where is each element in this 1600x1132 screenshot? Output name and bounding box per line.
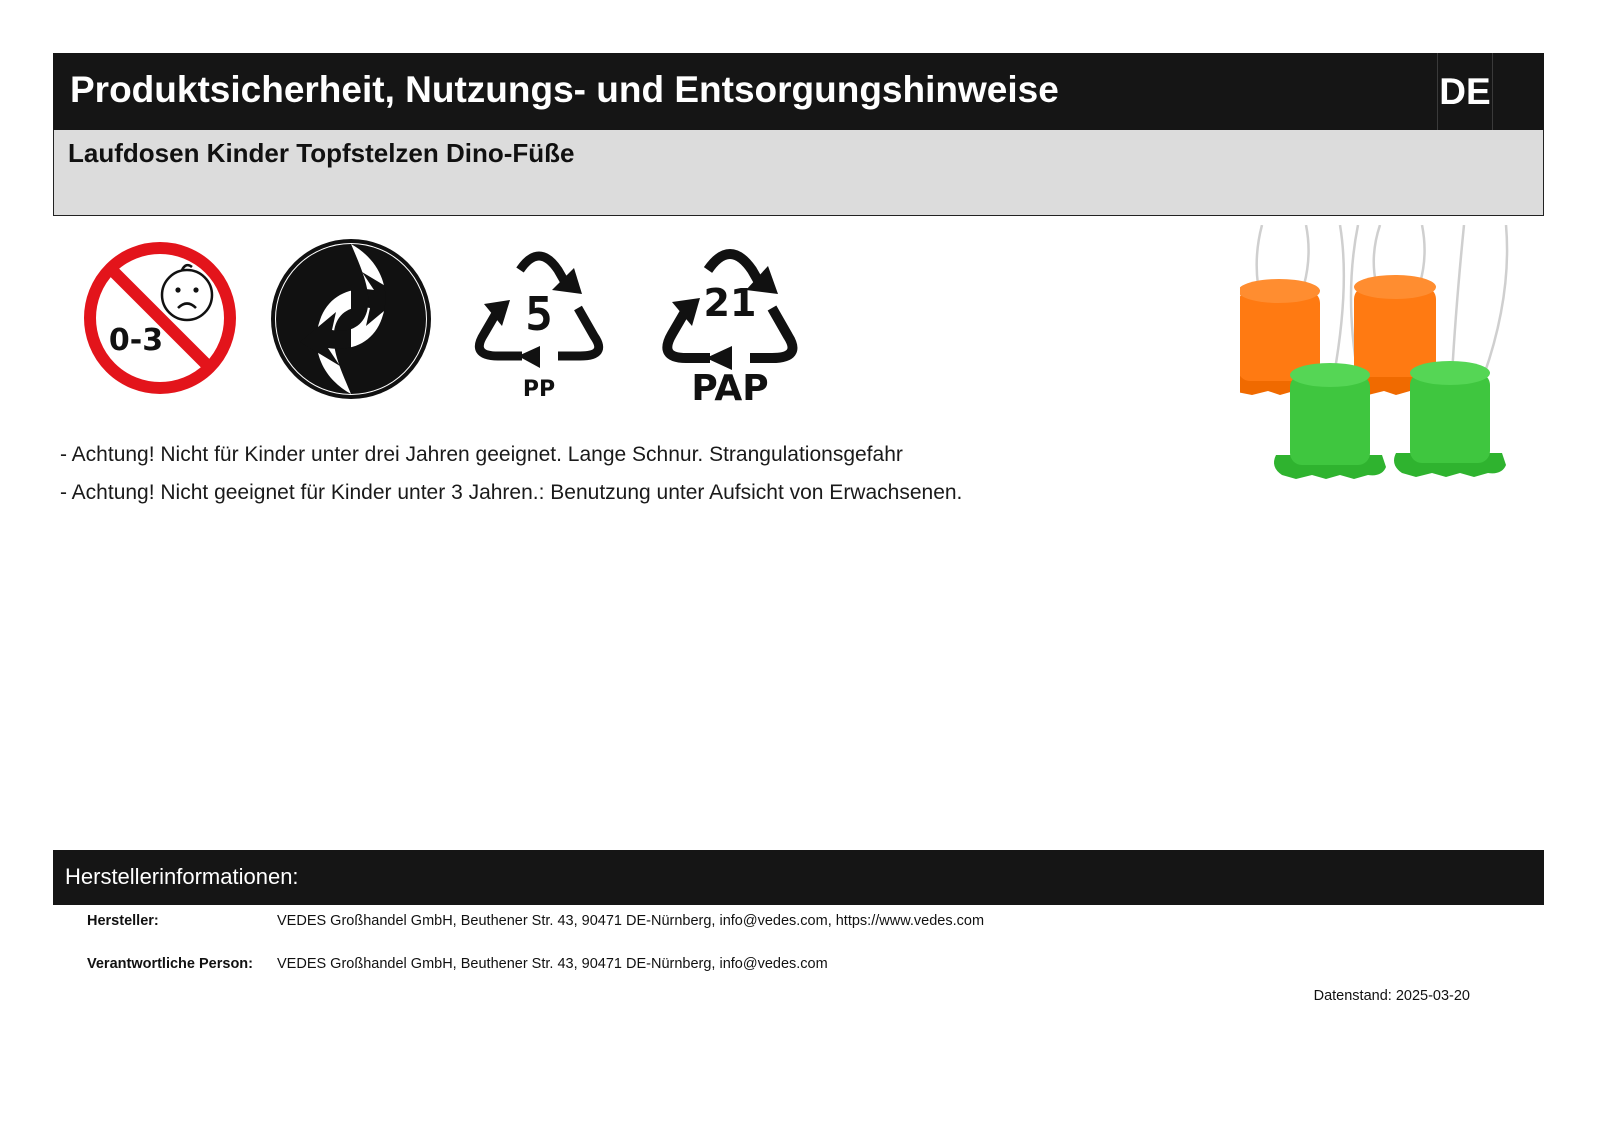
responsible-person-label: Verantwortliche Person: [87, 956, 253, 972]
language-badge: DE [1437, 53, 1493, 130]
product-name-bar [53, 130, 1544, 216]
green-dot-icon [270, 238, 432, 400]
age-range-label: 0-3 [108, 323, 164, 358]
recycling-pap-icon [660, 236, 800, 406]
manufacturer-label: Hersteller: [87, 913, 159, 929]
resin-code-5: 5 [525, 287, 553, 341]
resin-code-21: 21 [703, 281, 757, 325]
manufacturer-header-bar [53, 850, 1544, 905]
responsible-person-value: VEDES Großhandel GmbH, Beuthener Str. 43, 90471 DE-Nürnberg, info@vedes.com [277, 956, 828, 972]
product-name: Laufdosen Kinder Topfstelzen Dino-Füße [68, 138, 575, 168]
warnings-list [60, 436, 962, 512]
title-bar [53, 53, 1544, 130]
warning-item: - Achtung! Nicht geeignet für Kinder unter 3 Jahren.: Benutzung unter Aufsicht von Erwachsenen. [60, 481, 963, 504]
recycling-pp-icon [470, 238, 608, 404]
page-title: Produktsicherheit, Nutzungs- und Entsorgungshinweise [70, 69, 1059, 110]
product-image [1240, 225, 1540, 495]
material-label-pap: PAP [691, 368, 769, 406]
warning-item: - Achtung! Nicht für Kinder unter drei Jahren geeignet. Lange Schnur. Strangulationsgefahr [60, 443, 903, 466]
not-for-children-0-3-icon [82, 240, 238, 396]
manufacturer-heading: Herstellerinformationen: [65, 864, 299, 889]
manufacturer-value: VEDES Großhandel GmbH, Beuthener Str. 43, 90471 DE-Nürnberg, info@vedes.com, https://www.vedes.com [277, 913, 985, 929]
data-date: Datenstand: 2025-03-20 [1313, 988, 1470, 1004]
material-label-pp: PP [522, 377, 556, 402]
